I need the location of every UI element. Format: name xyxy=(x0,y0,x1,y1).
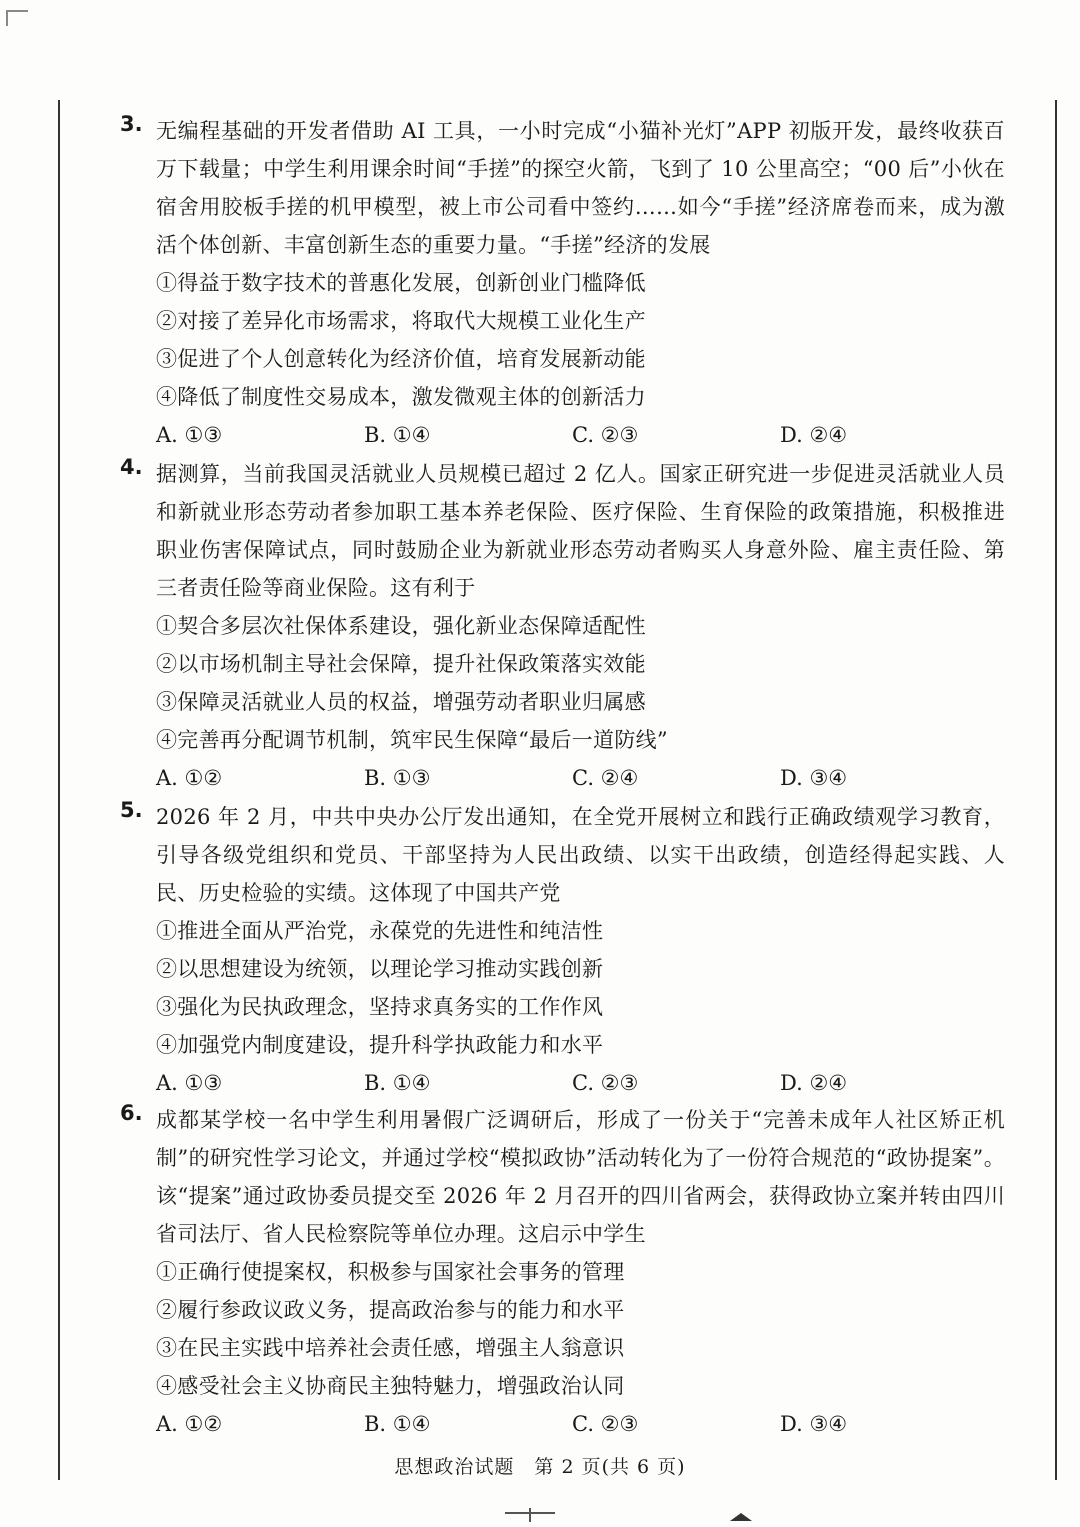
question-3 xyxy=(120,112,1005,454)
question-5 xyxy=(120,798,1005,1102)
question-6 xyxy=(120,1101,1005,1443)
corner-mark xyxy=(6,10,8,26)
question-number: 5. xyxy=(120,798,143,822)
choice-a[interactable]: A. ①② xyxy=(156,766,223,790)
question-4 xyxy=(120,455,1005,797)
left-margin-line xyxy=(58,100,60,1480)
answer-choices xyxy=(156,759,1005,797)
page-footer: 思想政治试题 第 2 页(共 6 页) xyxy=(394,1456,686,1478)
choice-b[interactable]: B. ①④ xyxy=(364,423,431,447)
statement-2: ②对接了差异化市场需求，将取代大规模工业化生产 xyxy=(156,309,646,333)
triangle-mark-icon xyxy=(730,1513,752,1521)
choice-b[interactable]: B. ①③ xyxy=(364,766,431,790)
question-stem: 据测算，当前我国灵活就业人员规模已超过 2 亿人。国家正研究进一步促进灵活就业人员和新就业形态劳动者参加职工基本养老保险、医疗保险、生育保险的政策措施，积极推进职业伤害保障试点，同时鼓励企业为新就业形态劳动者购买人身意外险、雇主责任险、第三者责任险等商业保险。这有利于 xyxy=(156,462,1005,600)
statement-4: ④感受社会主义协商民主独特魅力，增强政治认同 xyxy=(156,1374,625,1398)
question-stem: 无编程基础的开发者借助 AI 工具，一小时完成“小猫补光灯”APP 初版开发，最终收获百万下载量；中学生利用课余时间“手搓”的探空火箭，飞到了 10 公里高空；“00 后”小伙在宿舍用胶板手搓的机甲模型，被上市公司看中签约……如今“手搓”经济席卷而来，成为激活个体创新、丰富创新生态的重要力量。“手搓”经济的发展 xyxy=(156,119,1005,257)
statement-2: ②以思想建设为统领，以理论学习推动实践创新 xyxy=(156,957,604,981)
statement-4: ④完善再分配调节机制，筑牢民生保障“最后一道防线” xyxy=(156,728,668,752)
right-margin-line xyxy=(1055,100,1057,1480)
statement-2: ②以市场机制主导社会保障，提升社保政策落实效能 xyxy=(156,652,646,676)
choice-a[interactable]: A. ①② xyxy=(156,1412,223,1436)
question-number: 3. xyxy=(120,112,143,136)
statement-3: ③在民主实践中培养社会责任感，增强主人翁意识 xyxy=(156,1336,625,1360)
question-stem: 成都某学校一名中学生利用暑假广泛调研后，形成了一份关于“完善未成年人社区矫正机制”的研究性学习论文，并通过学校“模拟政协”活动转化为了一份符合规范的“政协提案”。该“提案”通过政协委员提交至 2026 年 2 月召开的四川省两会，获得政协立案并转由四川省司法厅、省人民检察院等单位办理。这启示中学生 xyxy=(156,1108,1005,1246)
question-number: 6. xyxy=(120,1101,143,1125)
choice-a[interactable]: A. ①③ xyxy=(156,423,223,447)
choice-c[interactable]: C. ②④ xyxy=(572,766,639,790)
registration-mark xyxy=(529,1508,531,1522)
answer-choices xyxy=(156,1064,1005,1102)
choice-d[interactable]: D. ②④ xyxy=(780,423,848,447)
statement-4: ④降低了制度性交易成本，激发微观主体的创新活力 xyxy=(156,385,646,409)
choice-c[interactable]: C. ②③ xyxy=(572,423,639,447)
corner-mark xyxy=(6,10,28,12)
statement-2: ②履行参政议政义务，提高政治参与的能力和水平 xyxy=(156,1298,625,1322)
choice-c[interactable]: C. ②③ xyxy=(572,1412,639,1436)
choice-b[interactable]: B. ①④ xyxy=(364,1412,431,1436)
statement-4: ④加强党内制度建设，提升科学执政能力和水平 xyxy=(156,1033,604,1057)
choice-a[interactable]: A. ①③ xyxy=(156,1071,223,1095)
statement-1: ①契合多层次社保体系建设，强化新业态保障适配性 xyxy=(156,614,646,638)
choice-d[interactable]: D. ③④ xyxy=(780,1412,848,1436)
choice-c[interactable]: C. ②③ xyxy=(572,1071,639,1095)
question-number: 4. xyxy=(120,455,143,479)
choice-d[interactable]: D. ②④ xyxy=(780,1071,848,1095)
statement-1: ①得益于数字技术的普惠化发展，创新创业门槛降低 xyxy=(156,271,646,295)
choice-d[interactable]: D. ③④ xyxy=(780,766,848,790)
statement-3: ③强化为民执政理念，坚持求真务实的工作作风 xyxy=(156,995,604,1019)
statement-1: ①正确行使提案权，积极参与国家社会事务的管理 xyxy=(156,1260,625,1284)
statement-3: ③保障灵活就业人员的权益，增强劳动者职业归属感 xyxy=(156,690,646,714)
choice-b[interactable]: B. ①④ xyxy=(364,1071,431,1095)
statement-3: ③促进了个人创意转化为经济价值，培育发展新动能 xyxy=(156,347,646,371)
answer-choices xyxy=(156,416,1005,454)
statement-1: ①推进全面从严治党，永葆党的先进性和纯洁性 xyxy=(156,919,604,943)
answer-choices xyxy=(156,1405,1005,1443)
question-stem: 2026 年 2 月，中共中央办公厅发出通知，在全党开展树立和践行正确政绩观学习教育，引导各级党组织和党员、干部坚持为人民出政绩、以实干出政绩，创造经得起实践、人民、历史检验的实绩。这体现了中国共产党 xyxy=(156,805,1005,905)
